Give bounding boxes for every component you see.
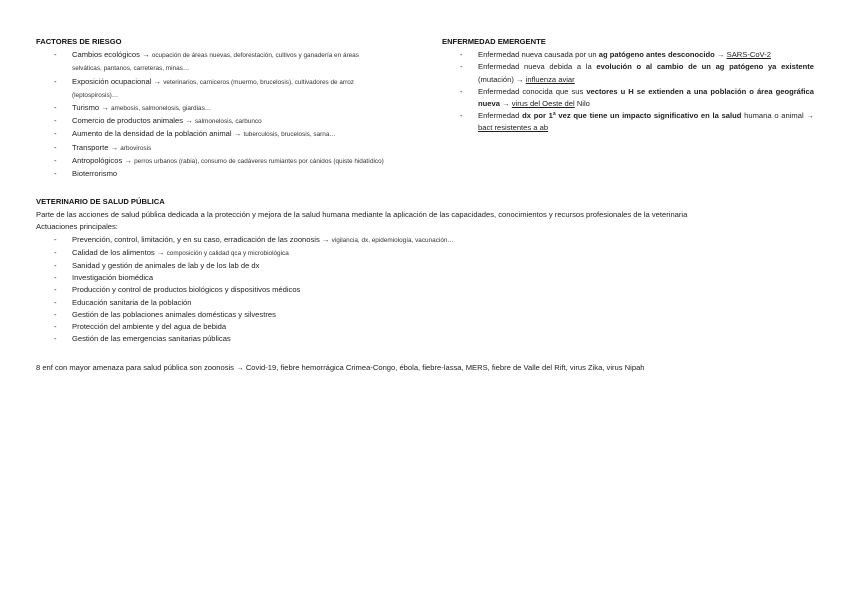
arrow-icon: → xyxy=(502,99,510,109)
section-title: VETERINARIO DE SALUD PÚBLICA xyxy=(36,197,165,206)
list-item: - Antropológicos → perros urbanos (rabia), consumo de cadáveres rumiantes por cánidos (quiste hidatídico) xyxy=(36,155,386,168)
list-item: - Enfermedad dx por 1ª vez que tiene un impacto significativo en la salud humana o animal → bact resistentes a ab xyxy=(442,110,814,134)
arrow-icon: → xyxy=(101,103,109,113)
list-item: - Aumento de la densidad de la población animal → tuberculosis, brucelosis, sarna… xyxy=(36,128,386,141)
list-item: - Sanidad y gestión de animales de lab y de los lab de dx xyxy=(36,260,826,272)
list-item: - Gestión de las emergencias sanitarias públicas xyxy=(36,333,826,345)
arrow-icon: → xyxy=(156,247,165,257)
intro-text: Parte de las acciones de salud pública dedicada a la protección y mejora de la salud humana mediante la aplicación de las capacidades, conocimientos y recursos profesionales de la veterinaria xyxy=(36,210,688,220)
arrow-icon: → xyxy=(110,142,119,152)
risk-factors-section xyxy=(36,36,386,180)
arrow-icon: → xyxy=(806,111,814,121)
arrow-icon: → xyxy=(236,363,244,372)
list-item: - Gestión de las poblaciones animales domésticas y silvestres xyxy=(36,309,826,321)
arrow-icon: → xyxy=(142,50,150,60)
emerging-list xyxy=(442,49,814,134)
emerging-disease-section xyxy=(442,36,814,135)
list-item: - Enfermedad nueva debida a la evolución o al cambio de un ag patógeno ya existente (mutación) → influenza aviar xyxy=(442,61,814,85)
list-item: - Comercio de productos animales → salmonelosis, carbunco xyxy=(36,115,386,128)
example-link: virus del Oeste del xyxy=(511,99,575,109)
risk-factors-list xyxy=(36,49,386,180)
list-item: - Producción y control de productos biológicos y dispositivos médicos xyxy=(36,284,826,296)
list-item: - Bioterrorismo xyxy=(36,168,386,180)
zoonosis-summary: 8 enf con mayor amenaza para salud pública son zoonosis → Covid-19, fiebre hemorrágica Crimea-Congo, ébola, fiebre-lassa, MERS, fiebre de Valle del Rift, virus Zika, virus Nipah xyxy=(36,363,645,372)
section-title: ENFERMEDAD EMERGENTE xyxy=(442,37,546,46)
example-link: SARS-CoV-2 xyxy=(726,50,771,60)
list-item: - Educación sanitaria de la población xyxy=(36,297,826,309)
arrow-icon: → xyxy=(716,50,725,60)
section-title: FACTORES DE RIESGO xyxy=(36,37,122,46)
list-item: - Enfermedad conocida que sus vectores u H se extienden a una población o área geográfica nueva → virus del Oeste del Nilo xyxy=(442,86,814,110)
arrow-icon: → xyxy=(321,234,330,244)
arrow-icon: → xyxy=(233,129,242,139)
list-item: - Turismo → amebosis, salmonelosis, giardias… xyxy=(36,102,386,115)
list-item: - Prevención, control, limitación, y en su caso, erradicación de las zoonosis → vigilancia, dx, epidemiología, vacunación… xyxy=(36,234,826,247)
subtitle-text: Actuaciones principales: xyxy=(36,222,118,232)
example-link: bact resistentes a ab xyxy=(478,123,549,133)
list-item: - Investigación biomédica xyxy=(36,272,826,284)
arrow-icon: → xyxy=(185,116,193,126)
list-item: - Enfermedad nueva causada por un ag patógeno antes desconocido → SARS-CoV-2 xyxy=(442,49,814,61)
list-item: - Transporte → arbovirosis xyxy=(36,142,386,155)
list-item: - Exposición ocupacional → veterinarios, carniceros (muermo, brucelosis), cultivadores de arroz (leptospirosis)… xyxy=(36,76,386,102)
example-link: influenza aviar xyxy=(525,74,575,84)
arrow-icon: → xyxy=(124,155,132,165)
arrow-icon: → xyxy=(516,74,524,84)
list-item: - Protección del ambiente y del agua de bebida xyxy=(36,321,826,333)
arrow-icon: → xyxy=(153,76,162,86)
list-item: - Calidad de los alimentos → composición y calidad qca y microbiológica xyxy=(36,247,826,260)
list-item: - Cambios ecológicos → ocupación de áreas nuevas, deforestación, cultivos y ganadería en áreas selváticas, pantanos, carreteras, minas… xyxy=(36,49,386,75)
vet-actions-list xyxy=(36,234,826,346)
vet-public-health-section xyxy=(36,196,826,345)
